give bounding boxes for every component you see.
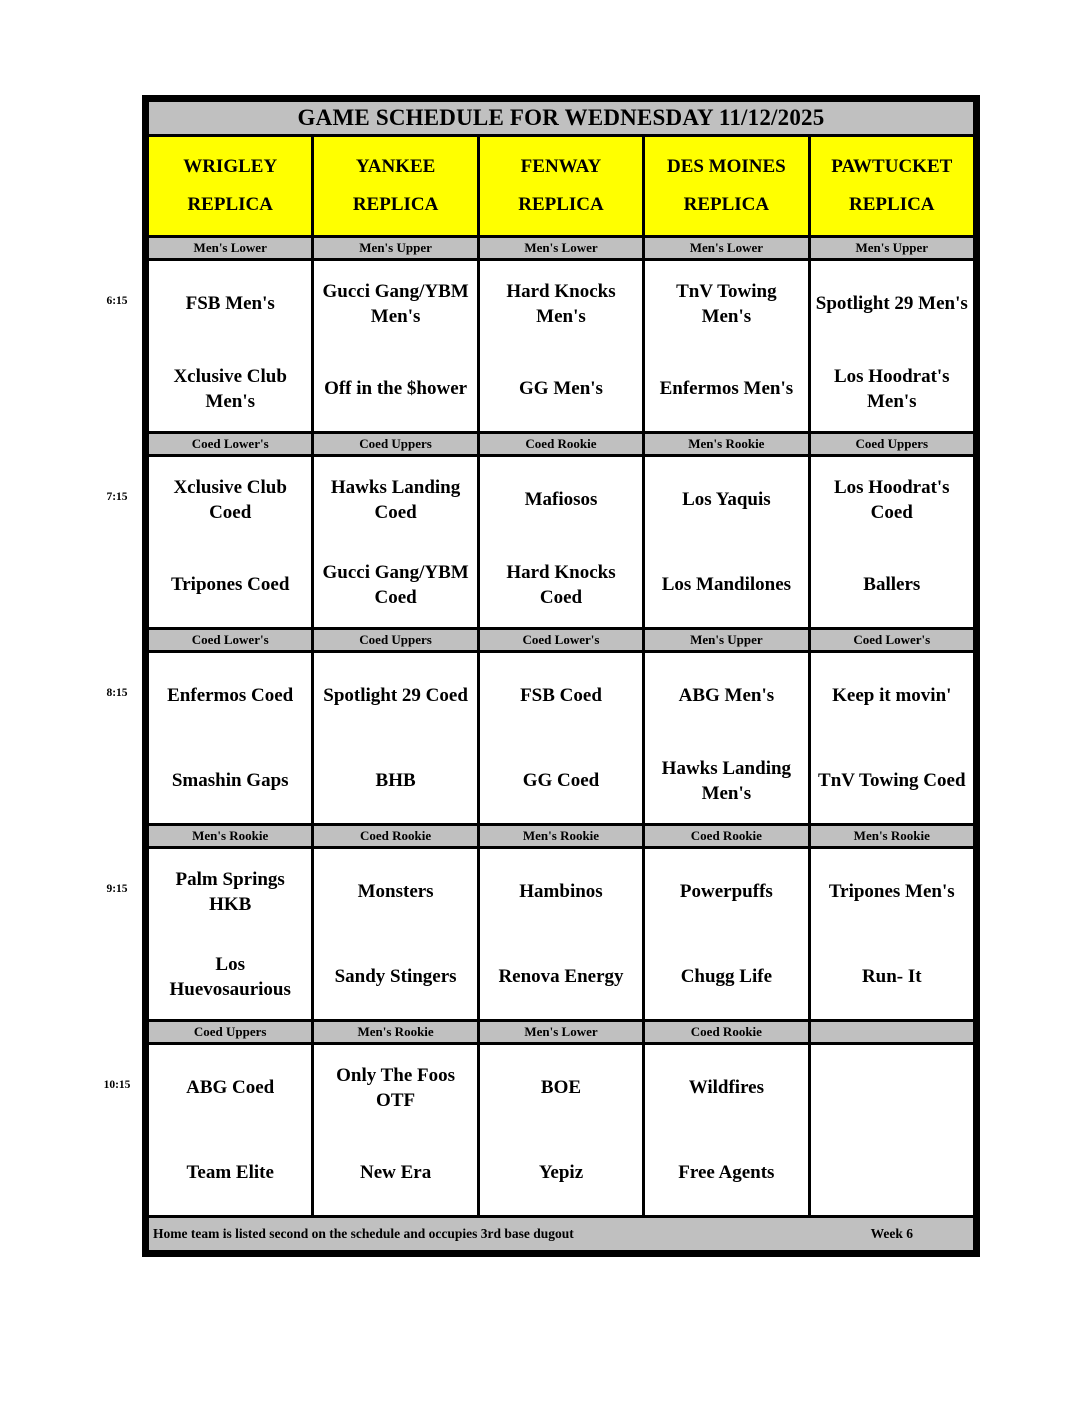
schedule-sheet xyxy=(142,95,980,1257)
field-name: PAWTUCKET xyxy=(831,156,953,177)
home-team: Ballers xyxy=(863,574,921,595)
game-row xyxy=(148,260,975,433)
division-label: Coed Rookie xyxy=(644,825,809,848)
field-name: FENWAY xyxy=(520,156,602,177)
division-label: Men's Rookie xyxy=(644,433,809,456)
division-label: Men's Rookie xyxy=(313,1021,478,1044)
game-cell xyxy=(478,652,643,825)
division-label: Men's Upper xyxy=(809,237,974,260)
game-cell xyxy=(313,848,478,1021)
home-team: Los Huevosaurious xyxy=(169,953,291,1000)
home-team xyxy=(811,1130,973,1215)
game-cell xyxy=(148,848,313,1021)
division-label: Men's Lower xyxy=(148,237,313,260)
field-header xyxy=(644,136,809,237)
time-label: 10:15 xyxy=(103,1078,131,1091)
division-label: Coed Lower's xyxy=(148,629,313,652)
home-team: Enfermos Men's xyxy=(659,378,794,399)
field-subtitle: REPLICA xyxy=(683,194,770,215)
field-header xyxy=(313,136,478,237)
away-team: Palm Springs HKB xyxy=(175,868,285,915)
home-team: Run- It xyxy=(861,966,922,987)
away-team: Spotlight 29 Coed xyxy=(323,685,468,706)
away-team: ABG Coed xyxy=(186,1077,275,1098)
game-cell xyxy=(313,456,478,629)
home-team: Smashin Gaps xyxy=(171,770,289,791)
away-team: FSB Men's xyxy=(185,293,275,314)
division-row xyxy=(148,1021,975,1044)
field-name: WRIGLEY xyxy=(183,156,278,177)
division-row xyxy=(148,629,975,652)
away-team: Gucci Gang/YBM Men's xyxy=(322,280,469,327)
division-label: Men's Lower xyxy=(478,1021,643,1044)
game-row xyxy=(148,848,975,1021)
division-label: Coed Uppers xyxy=(148,1021,313,1044)
game-cell xyxy=(148,260,313,433)
game-cell xyxy=(478,848,643,1021)
away-team: Hard Knocks Men's xyxy=(506,280,616,327)
game-row xyxy=(148,1044,975,1217)
division-label: Coed Uppers xyxy=(313,629,478,652)
game-cell xyxy=(644,456,809,629)
footer-note: Home team is listed second on the schedule and occupies 3rd base dugout xyxy=(153,1226,574,1241)
division-label: Men's Lower xyxy=(644,237,809,260)
home-team: Yepiz xyxy=(538,1162,584,1183)
field-subtitle: REPLICA xyxy=(849,194,935,215)
week-label: Week 6 xyxy=(870,1226,913,1241)
time-label: 6:15 xyxy=(106,294,128,307)
home-team: Chugg Life xyxy=(680,966,773,987)
home-team: Off in the $hower xyxy=(324,378,468,399)
division-label: Coed Uppers xyxy=(809,433,974,456)
game-row xyxy=(148,456,975,629)
away-team: Spotlight 29 Men's xyxy=(815,293,968,314)
game-cell xyxy=(644,1044,809,1217)
field-subtitle: REPLICA xyxy=(187,194,273,215)
game-cell xyxy=(313,652,478,825)
home-team: Sandy Stingers xyxy=(334,966,457,987)
division-label: Coed Lower's xyxy=(478,629,643,652)
field-header xyxy=(148,136,313,237)
away-team: Hambinos xyxy=(519,881,603,902)
away-team: Enfermos Coed xyxy=(167,685,294,706)
home-team: Hawks Landing Men's xyxy=(661,757,792,804)
division-label: Men's Lower xyxy=(478,237,643,260)
division-label: Coed Uppers xyxy=(313,433,478,456)
division-label: Men's Upper xyxy=(644,629,809,652)
away-team: Los Yaquis xyxy=(682,489,771,510)
game-cell xyxy=(644,652,809,825)
game-cell xyxy=(644,260,809,433)
game-cell xyxy=(148,1044,313,1217)
schedule-table xyxy=(146,99,976,1253)
home-team: Tripones Coed xyxy=(170,574,290,595)
game-cell xyxy=(148,652,313,825)
game-cell xyxy=(313,1044,478,1217)
division-label: Coed Rookie xyxy=(478,433,643,456)
footer xyxy=(148,1217,975,1252)
field-header xyxy=(809,136,974,237)
home-team: GG Men's xyxy=(519,378,603,399)
away-team: Xclusive Club Coed xyxy=(173,476,287,523)
game-cell xyxy=(809,652,974,825)
home-team: Team Elite xyxy=(186,1162,274,1183)
home-team: Free Agents xyxy=(678,1162,775,1183)
page-title: GAME SCHEDULE FOR WEDNESDAY 11/12/2025 xyxy=(148,101,975,136)
away-team: Monsters xyxy=(357,881,434,902)
away-team xyxy=(811,1045,973,1130)
division-row xyxy=(148,433,975,456)
home-team: Gucci Gang/YBM Coed xyxy=(322,561,469,608)
home-team: Hard Knocks Coed xyxy=(506,561,616,608)
home-team: New Era xyxy=(359,1162,432,1183)
home-team: TnV Towing Coed xyxy=(818,770,966,791)
away-team: TnV Towing Men's xyxy=(676,280,777,327)
game-cell xyxy=(313,260,478,433)
division-row xyxy=(148,237,975,260)
away-team: Hawks Landing Coed xyxy=(330,476,461,523)
division-label: Men's Rookie xyxy=(478,825,643,848)
field-header xyxy=(478,136,643,237)
division-label: Men's Upper xyxy=(313,237,478,260)
division-row xyxy=(148,825,975,848)
game-cell xyxy=(809,1044,974,1217)
home-team: BHB xyxy=(375,770,416,791)
game-cell xyxy=(478,456,643,629)
game-cell xyxy=(809,456,974,629)
away-team: Powerpuffs xyxy=(679,881,773,902)
away-team: Mafiosos xyxy=(524,489,598,510)
field-subtitle: REPLICA xyxy=(352,194,439,215)
division-label: Men's Rookie xyxy=(809,825,974,848)
game-cell xyxy=(148,456,313,629)
field-name: DES MOINES xyxy=(666,156,786,177)
time-label: 7:15 xyxy=(106,490,128,503)
game-cell xyxy=(644,848,809,1021)
division-label xyxy=(809,1021,974,1044)
game-cell xyxy=(809,260,974,433)
division-label: Coed Lower's xyxy=(809,629,974,652)
field-subtitle: REPLICA xyxy=(518,194,604,215)
away-team: Tripones Men's xyxy=(828,881,955,902)
away-team: Keep it movin' xyxy=(832,685,952,706)
home-team: Xclusive Club Men's xyxy=(173,365,287,412)
game-cell xyxy=(478,260,643,433)
field-name: YANKEE xyxy=(355,156,436,177)
time-label: 9:15 xyxy=(106,882,128,895)
away-team: Only The Foos OTF xyxy=(336,1064,456,1111)
time-label: 8:15 xyxy=(106,686,128,699)
away-team: FSB Coed xyxy=(520,685,602,706)
home-team: Renova Energy xyxy=(498,966,624,987)
home-team: GG Coed xyxy=(522,770,600,791)
division-label: Coed Lower's xyxy=(148,433,313,456)
game-row xyxy=(148,652,975,825)
division-label: Coed Rookie xyxy=(313,825,478,848)
away-team: Los Hoodrat's Coed xyxy=(833,476,950,523)
away-team: BOE xyxy=(540,1077,582,1098)
division-label: Men's Rookie xyxy=(148,825,313,848)
home-team: Los Hoodrat's Men's xyxy=(833,365,950,412)
division-label: Coed Rookie xyxy=(644,1021,809,1044)
game-cell xyxy=(809,848,974,1021)
home-team: Los Mandilones xyxy=(661,574,792,595)
away-team: Wildfires xyxy=(688,1077,765,1098)
away-team: ABG Men's xyxy=(678,685,775,706)
game-cell xyxy=(478,1044,643,1217)
